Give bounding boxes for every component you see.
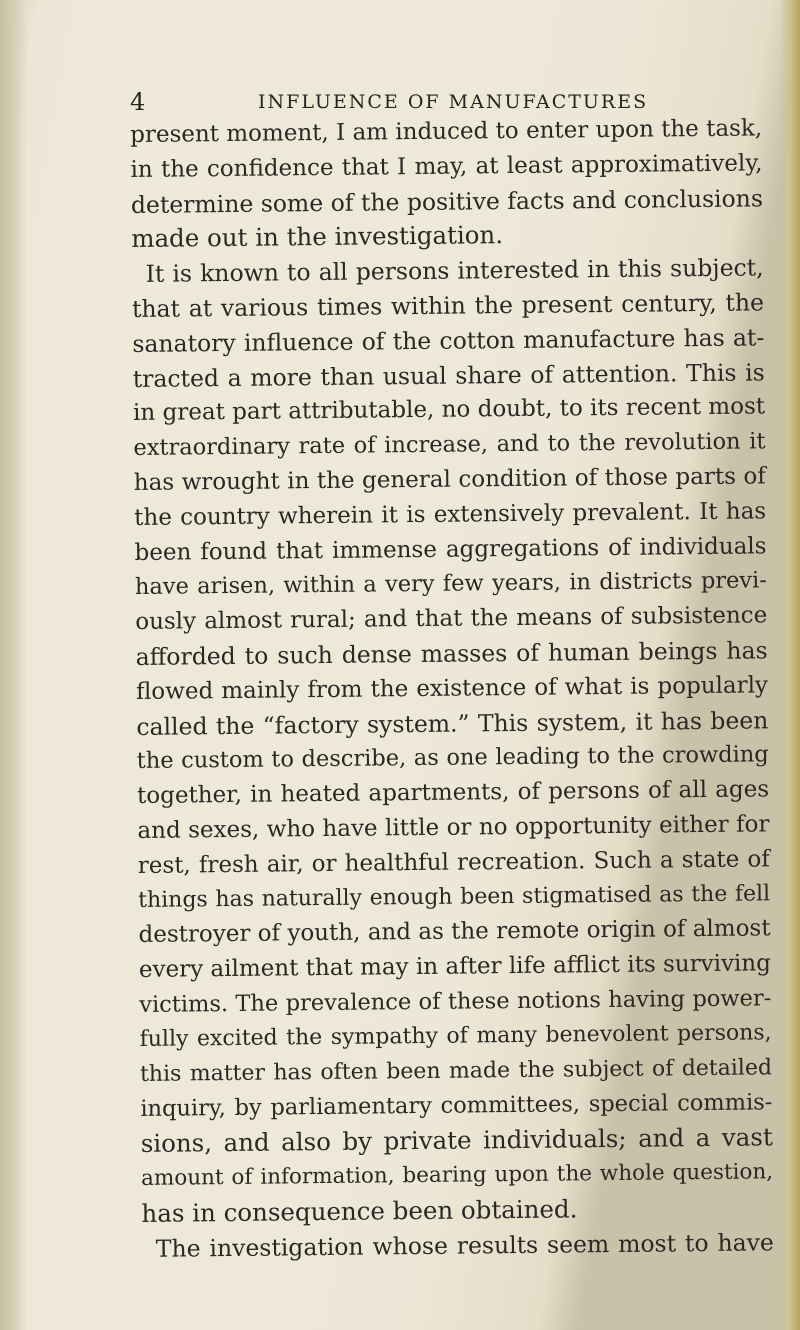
text-line: tracted a more than usual share of attention. This is [132,357,765,393]
page-number: 4 [130,88,146,116]
text-line: flowed mainly from the existence of what is popularly [135,672,769,705]
text-line: the custom to describe, as one leading to the crowding [136,741,769,775]
text-line: The investigation whose results seem most to have [155,1227,774,1263]
text-line: every ailment that may in after life afflict its surviving [138,950,772,984]
text-line: that at various times within the present century, the [131,288,765,323]
text-line: been found that immense aggregations of individuals [134,532,767,566]
text-line: called the “factory system.” This system, it has been [136,705,769,741]
text-line: in great part attributable, no doubt, to its recent most [132,393,766,427]
text-line: have arisen, within a very few years, in districts previ- [134,567,768,601]
body-text [130,111,774,1266]
text-line: victims. The prevalence of these notions having power- [139,985,772,1018]
text-line: inquiry, by parliamentary committees, special commis- [140,1089,773,1123]
page-edge-tint [780,0,800,1330]
text-line: this matter has often been made the subject of detailed [139,1054,773,1087]
text-line: afforded to such dense masses of human beings has [135,636,768,671]
text-line: destroyer of youth, and as the remote origin of almost [138,915,771,949]
running-head: INFLUENCE OF MANUFACTURES [258,91,649,113]
text-line: determine some of the positive facts and conclusions [130,183,764,219]
text-line: has in consequence been obtained. [141,1194,578,1228]
text-line: amount of information, bearing upon the whole question, [140,1159,774,1191]
text-line: It is known to all persons interested in this subject, [145,253,764,289]
text-line: present moment, I am induced to enter upon the task, [130,115,763,148]
text-line: together, in heated apartments, of persons of all ages [136,776,770,810]
text-line: extraordinary rate of increase, and to the revolution it [133,428,766,462]
page-gutter-shadow [0,0,28,1330]
text-line: in the confidence that I may, at least approximatively, [130,150,763,183]
text-line: the country wherein it is extensively prevalent. It has [134,498,767,531]
text-line: has wrought in the general condition of those parts of [133,463,766,496]
text-line: ously almost rural; and that the means of subsistence [135,602,768,636]
text-line: sanatory influence of the cotton manufacture has at- [132,323,765,358]
text-line: fully excited the sympathy of many benevolent persons, [139,1020,772,1052]
text-line: sions, and also by private individuals; and a vast [140,1122,773,1159]
text-line: made out in the investigation. [131,220,504,254]
text-line: and sexes, who have little or no opportunity either for [137,811,770,844]
text-line: rest, fresh air, or healthful recreation. Such a state of [137,846,770,879]
text-line: things has naturally enough been stigmatised as the fell [138,880,771,913]
